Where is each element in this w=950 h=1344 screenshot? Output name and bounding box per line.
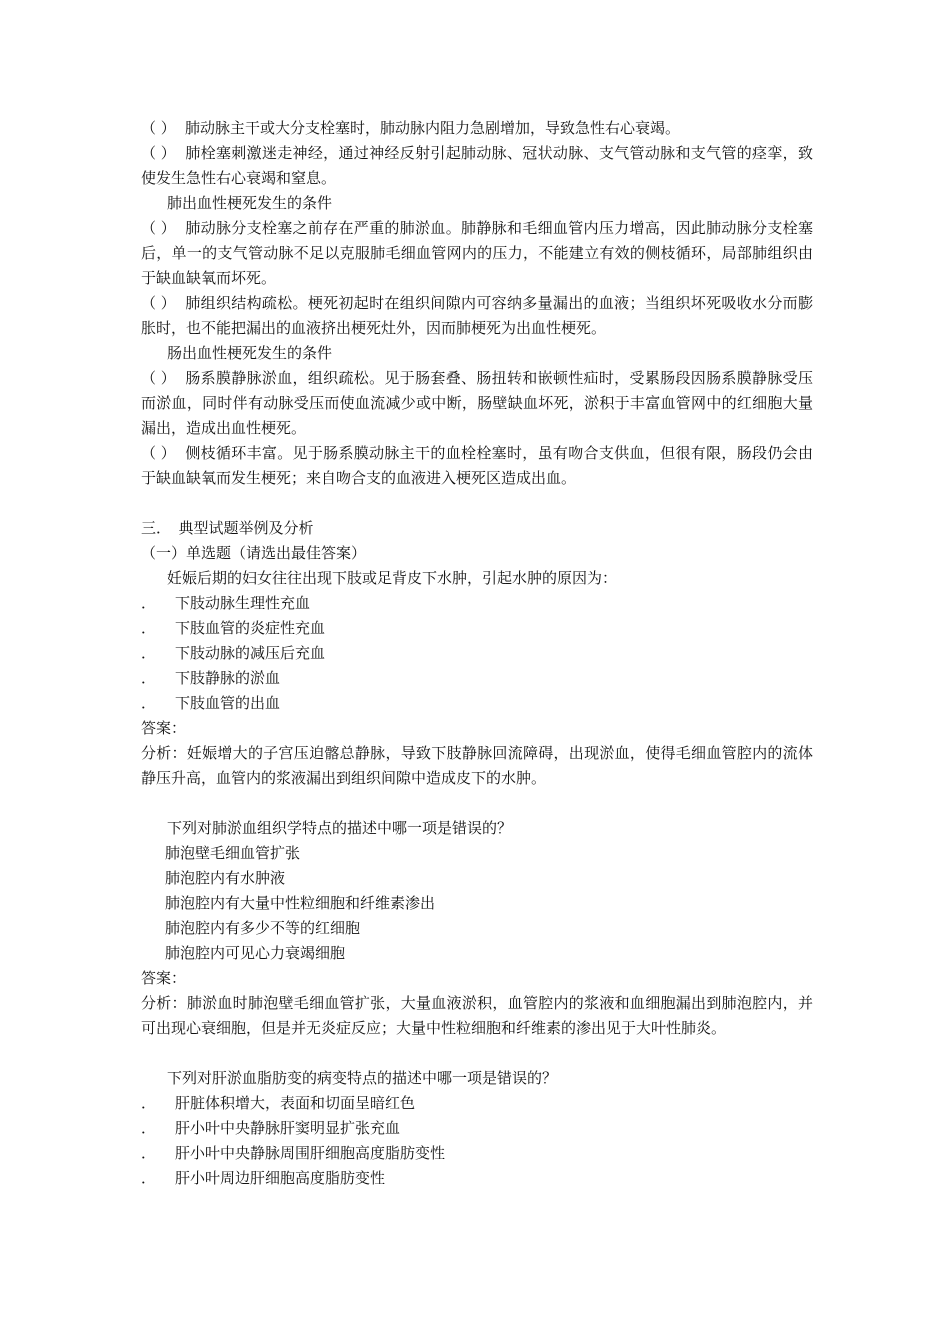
blank-marker: （ ） (141, 144, 176, 162)
question-1-option: ． 下肢动脉生理性充血 (141, 591, 813, 616)
spacer (141, 1041, 813, 1066)
spacer (141, 491, 813, 516)
question-3-option: ． 肝脏体积增大，表面和切面呈暗红色 (141, 1091, 813, 1116)
question-2-option: 肺泡腔内有大量中性粒细胞和纤维素渗出 (165, 894, 436, 912)
document-page (141, 116, 813, 1191)
option-marker: ． (141, 694, 157, 712)
question-2-option: 肺泡腔内有多少不等的红细胞 (165, 919, 361, 937)
question-3-option: ． 肝小叶周边肝细胞高度脂肪变性 (141, 1166, 813, 1191)
section-3-title: 三． 典型试题举例及分析 (141, 519, 314, 537)
option-marker: ． (141, 1094, 157, 1112)
option-marker: ． (141, 644, 157, 662)
option-marker: ． (141, 1144, 157, 1162)
item-6 (141, 441, 813, 491)
spacer (141, 791, 813, 816)
item-text: 肺组织结构疏松。梗死初起时在组织间隙内可容纳多量漏出的血液；当组织坏死吸收水分而膨胀时，也不能把漏出的血液挤出梗死灶外，因而肺梗死为出血性梗死。 (141, 294, 813, 337)
question-3-stem: 下列对肝淤血脂肪变的病变特点的描述中哪一项是错误的？ (167, 1069, 558, 1087)
question-1-option: ． 下肢静脉的淤血 (141, 666, 813, 691)
question-2-option: 肺泡壁毛细血管扩张 (165, 844, 301, 862)
question-1-option: ． 下肢血管的炎症性充血 (141, 616, 813, 641)
option-marker: ． (141, 1119, 157, 1137)
item-1 (141, 116, 813, 141)
item-4 (141, 291, 813, 341)
blank-marker: （ ） (141, 219, 176, 237)
question-2-analysis: 分析：肺淤血时肺泡壁毛细血管扩张，大量血液淤积，血管腔内的浆液和血细胞漏出到肺泡腔内，并可出现心衰细胞，但是并无炎症反应；大量中性粒细胞和纤维素的渗出见于大叶性肺炎。 (141, 994, 813, 1037)
blank-marker: （ ） (141, 444, 176, 462)
question-1-stem: 妊娠后期的妇女往往出现下肢或足背皮下水肿，引起水肿的原因为： (167, 569, 618, 587)
question-2-option: 肺泡腔内可见心力衰竭细胞 (165, 944, 346, 962)
blank-marker: （ ） (141, 119, 176, 137)
option-marker: ． (141, 619, 157, 637)
blank-marker: （ ） (141, 369, 176, 387)
heading-lung-infarct: 肺出血性梗死发生的条件 (167, 194, 333, 212)
single-choice-title: （一）单选题（请选出最佳答案） (141, 544, 367, 562)
item-3 (141, 216, 813, 291)
item-text: 肠系膜静脉淤血，组织疏松。见于肠套叠、肠扭转和嵌顿性疝时，受累肠段因肠系膜静脉受压而淤血，同时伴有动脉受压而使血流减少或中断，肠壁缺血坏死，淤积于丰富血管网中的红细胞大量漏出，造成出血性梗死。 (141, 369, 813, 437)
item-5 (141, 366, 813, 441)
question-1-answer: 答案： (141, 719, 187, 737)
question-2-option: 肺泡腔内有水肿液 (165, 869, 286, 887)
item-text: 肺栓塞刺激迷走神经，通过神经反射引起肺动脉、冠状动脉、支气管动脉和支气管的痉挛，致使发生急性右心衰竭和窒息。 (141, 144, 813, 187)
option-marker: ． (141, 594, 157, 612)
question-1-option: ． 下肢动脉的减压后充血 (141, 641, 813, 666)
item-text: 肺动脉主干或大分支栓塞时，肺动脉内阻力急剧增加，导致急性右心衰竭。 (185, 119, 681, 137)
question-3-option: ． 肝小叶中央静脉肝窦明显扩张充血 (141, 1116, 813, 1141)
heading-gut-infarct: 肠出血性梗死发生的条件 (167, 344, 333, 362)
question-1-analysis: 分析：妊娠增大的子宫压迫髂总静脉，导致下肢静脉回流障碍，出现淤血，使得毛细血管腔内的流体静压升高，血管内的浆液漏出到组织间隙中造成皮下的水肿。 (141, 744, 813, 787)
option-marker: ． (141, 669, 157, 687)
item-2 (141, 141, 813, 191)
question-1-option: ． 下肢血管的出血 (141, 691, 813, 716)
option-marker: ． (141, 1169, 157, 1187)
blank-marker: （ ） (141, 294, 176, 312)
item-text: 侧枝循环丰富。见于肠系膜动脉主干的血栓栓塞时，虽有吻合支供血，但很有限，肠段仍会由于缺血缺氧而发生梗死；来自吻合支的血液进入梗死区造成出血。 (141, 444, 813, 487)
item-text: 肺动脉分支栓塞之前存在严重的肺淤血。肺静脉和毛细血管内压力增高，因此肺动脉分支栓塞后，单一的支气管动脉不足以克服肺毛细血管网内的压力，不能建立有效的侧枝循环，局部肺组织由于缺血缺氧而坏死。 (141, 219, 813, 287)
question-3-option: ． 肝小叶中央静脉周围肝细胞高度脂肪变性 (141, 1141, 813, 1166)
question-2-stem: 下列对肺淤血组织学特点的描述中哪一项是错误的？ (167, 819, 513, 837)
question-2-answer: 答案： (141, 969, 187, 987)
